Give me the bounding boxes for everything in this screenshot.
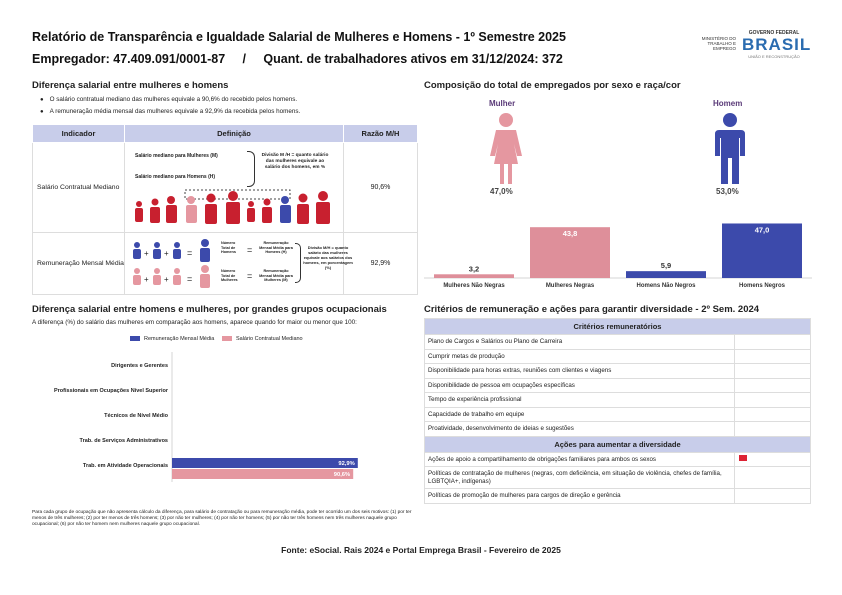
criterion-mark: [735, 393, 811, 408]
def-division: Divisão M /H = quanto salário das mulheres equivale ao salário dos homens, em %: [261, 153, 329, 170]
svg-text:=: =: [187, 248, 193, 258]
action-mark: [735, 467, 811, 489]
occupation-label: Técnicos de Nível Médio: [104, 413, 168, 419]
occupation-legend: [130, 336, 303, 342]
occupation-value-label: 90,6%: [333, 472, 351, 478]
men-label: Homem: [713, 99, 743, 108]
composition-title: Composição do total de empregados por sexo e raça/cor: [424, 80, 681, 91]
avg-women: Remuneração Mensal Média para Mulheres (M): [259, 269, 293, 282]
criterion: Disponibilidade de pessoa em ocupações específicas: [425, 378, 735, 393]
definition-cell-1: [125, 143, 344, 233]
criterion-mark: [735, 422, 811, 437]
criterion: Plano de Cargos e Salários ou Plano de Carreira: [425, 335, 735, 350]
criterion-mark: [735, 335, 811, 350]
ratio-2: 92,9%: [344, 233, 418, 295]
gov-label: GOVERNO FEDERAL: [748, 30, 800, 36]
occupation-bar: [172, 458, 358, 468]
composition-bar: [626, 271, 706, 278]
svg-text:=: =: [187, 274, 193, 284]
composition-value-label: 43,8: [562, 229, 578, 239]
criteria-title: Critérios de remuneração e ações para garantir diversidade - 2º Sem. 2024: [424, 304, 760, 315]
composition-category-label: Homens Não Negros: [636, 283, 696, 289]
legend-sal: Salário Contratual Mediano: [235, 336, 303, 342]
legend-rem: Remuneração Mensal Média: [144, 336, 215, 342]
legend-swatch-rem: [130, 336, 140, 341]
action-row: [425, 452, 811, 467]
occupation-value-label: 92,9%: [338, 461, 355, 467]
source-note: Fonte: eSocial. Rais 2024 e Portal Emprega Brasil - Fevereiro de 2025: [281, 545, 561, 555]
criteria-row: [425, 393, 811, 408]
legend-swatch-sal: [222, 336, 232, 341]
action-mark: [735, 452, 811, 467]
employer-id: Empregador: 47.409.091/0001-87: [32, 52, 226, 66]
composition-bar-chart: [424, 210, 814, 290]
women-figures: [135, 191, 240, 224]
composition-category-label: Homens Negros: [738, 283, 786, 289]
criterion: Proatividade, desenvolvimento de ideias e sugestões: [425, 422, 735, 437]
occupation-label: Dirigentes e Gerentes: [111, 363, 168, 369]
total-women: Número Total de Mulheres: [221, 269, 238, 282]
women-pct: 47,0%: [490, 187, 513, 196]
criteria-row: [425, 364, 811, 379]
criterion-mark: [735, 364, 811, 379]
occupation-bar-chart: [32, 352, 422, 487]
avg-men: Remuneração Mensal Média para Homens (H): [259, 241, 293, 254]
composition-category-label: Mulheres Negras: [545, 283, 595, 289]
report-title: Relatório de Transparência e Igualdade Salarial de Mulheres e Homens - 1º Semestre 2025: [32, 30, 566, 44]
equals-2: =: [247, 271, 253, 281]
svg-text:+: +: [144, 249, 149, 258]
bullet-1: ● O salário contratual mediano das mulheres equivale a 90,6% do recebido pelos homens.: [40, 96, 297, 103]
check-icon: [738, 454, 748, 462]
criterion: Capacidade de trabalho em equipe: [425, 407, 735, 422]
row-indicator-1: Salário Contratual Mediano: [33, 143, 125, 233]
def-men: Salário mediano para Homens (H): [135, 174, 216, 180]
svg-text:+: +: [164, 275, 169, 284]
col-indicator: Indicador: [33, 125, 125, 143]
svg-text:+: +: [144, 275, 149, 284]
occupation-bar: [172, 469, 353, 479]
occupation-footnote: Para cada grupo de ocupação que não apresenta cálculo da diferença, para salário de contratação ou para remuneração média, pode ter ocorrido um dos seis motivos: (1) por ter menos de três mulheres; (2) por ter menos de três homens; (3) por não ter mulheres; (4) por não ter homens; (5) por não ter três homens nem três mulheres naquele grupo ocupacional; (6) por não ter homem nem mulheres naquele grupo ocupacional.: [32, 510, 412, 527]
def-women: Salário mediano para Mulheres (M): [135, 153, 218, 159]
action: Políticas de promoção de mulheres para cargos de direção e gerência: [425, 489, 735, 504]
definition-cell-2: [125, 233, 353, 295]
action: Ações de apoio a compartilhamento de obrigações familiares para ambos os sexos: [425, 452, 735, 467]
gov-sub: UNIÃO E RECONSTRUÇÃO: [748, 54, 800, 59]
brace: [247, 151, 255, 187]
occupation-label: Trab. de Serviços Administrativos: [79, 438, 168, 444]
ratio-1: 90,6%: [344, 143, 418, 233]
criterion-mark: [735, 378, 811, 393]
separator: /: [242, 52, 247, 66]
criteria-table: [424, 318, 811, 504]
actions-header: Ações para aumentar a diversidade: [425, 436, 811, 452]
occupations-subtitle: A diferença (%) do salário das mulheres em comparação aos homens, aparece quando for maior ou menor que 100:: [32, 319, 357, 326]
total-men: Número Total de Homens: [221, 241, 236, 254]
division-2: Divisão M/H = quanto salário das mulheres equivale aos salários dos homens, em porcentagem (%): [303, 245, 353, 270]
col-ratio: Razão M/H: [344, 125, 418, 143]
indicator-table: [32, 124, 418, 295]
occupation-label: Profissionais em Ocupações Nível Superior: [53, 388, 168, 394]
gov-logo-text: BRASIL: [742, 35, 812, 54]
active-workers: Quant. de trabalhadores ativos em 31/12/2024: 372: [263, 52, 563, 66]
criterion-mark: [735, 349, 811, 364]
composition-bar: [434, 274, 514, 278]
equals-1: =: [247, 245, 253, 255]
criterion-mark: [735, 407, 811, 422]
criteria-row: [425, 335, 811, 350]
svg-text:+: +: [164, 249, 169, 258]
man-icon: [709, 112, 751, 186]
action-mark: [735, 489, 811, 504]
criteria-row: [425, 378, 811, 393]
criteria-row: [425, 407, 811, 422]
brace-2: [295, 243, 301, 283]
criteria-row: [425, 349, 811, 364]
woman-icon: [485, 112, 527, 186]
ministry-label: MINISTÉRIO DO TRABALHO E EMPREGO: [701, 36, 736, 51]
action-row: [425, 467, 811, 489]
gov-logo: [742, 30, 812, 64]
composition-value-label: 5,9: [660, 261, 672, 271]
men-pct: 53,0%: [716, 187, 739, 196]
occupation-label: Trab. em Atividade Operacionais: [82, 463, 168, 469]
criteria-row: [425, 422, 811, 437]
composition-value-label: 47,0: [754, 225, 770, 235]
criterion: Disponibilidade para horas extras, reuniões com clientes e viagens: [425, 364, 735, 379]
salary-diff-title: Diferença salarial entre mulheres e homens: [32, 80, 229, 91]
row-indicator-2: Remuneração Mensal Média: [33, 233, 125, 295]
bullet-2: ● A remuneração média mensal das mulheres equivale a 92,9% da recebida pelos homens.: [40, 108, 300, 115]
figures-row-1: [133, 189, 353, 231]
women-label: Mulher: [489, 99, 516, 108]
employer-line: [32, 52, 563, 66]
occupations-title: Diferença salarial entre homens e mulheres, por grandes grupos ocupacionais: [32, 304, 387, 315]
criterion: Cumprir metas de produção: [425, 349, 735, 364]
composition-value-label: 3,2: [468, 264, 480, 274]
composition-category-label: Mulheres Não Negras: [443, 283, 505, 289]
figures-row-2: [131, 239, 221, 291]
action: Políticas de contratação de mulheres (negras, com deficiência, em situação de violência, chefes de família, LGBTQIA+, indígenas): [425, 467, 735, 489]
men-figures: [247, 191, 330, 224]
criterion: Tempo de experiência profissional: [425, 393, 735, 408]
criteria-header: Critérios remuneratórios: [425, 319, 811, 335]
col-definition: Definição: [125, 125, 344, 143]
action-row: [425, 489, 811, 504]
